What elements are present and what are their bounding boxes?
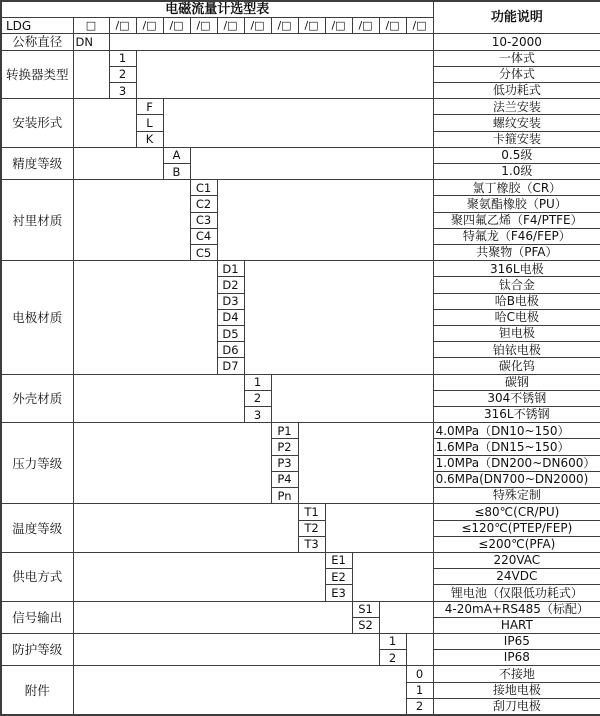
function-cell: 碳钢 [433,374,600,390]
spacer-cell [379,601,433,633]
code-cell: 2 [244,390,271,406]
table-title: 电磁流量计选型表 [1,1,433,18]
code-cell: D5 [217,326,244,342]
function-cell: 聚四氟乙烯（F4/PTFE） [433,212,600,228]
category-label: 温度等级 [1,504,73,553]
spacer-cell [406,633,433,665]
code-cell: DN [73,34,109,50]
code-cell: D2 [217,277,244,293]
spacer-cell [73,666,406,715]
category-label: 附件 [1,666,73,715]
code-cell: P1 [271,423,298,439]
code-slot: /□ [163,18,190,34]
category-label: 精度等级 [1,147,73,179]
code-slot: /□ [271,18,298,34]
spacer-cell [73,99,136,148]
code-cell: T2 [298,520,325,536]
code-cell: S2 [352,617,379,633]
code-slot: /□ [298,18,325,34]
code-cell: C1 [190,180,217,196]
function-cell: 1.6MPa（DN15~150） [433,439,600,455]
code-slot: /□ [352,18,379,34]
code-cell: 3 [109,83,136,99]
code-cell: C3 [190,212,217,228]
code-slot: /□ [109,18,136,34]
code-cell: Pn [271,488,298,504]
function-cell: 共聚物（PFA） [433,245,600,261]
code-cell: E3 [325,585,352,601]
code-cell: P3 [271,455,298,471]
code-cell: 3 [244,407,271,423]
code-cell: 1 [244,374,271,390]
code-box: □ [73,18,109,34]
function-cell: 1.0级 [433,164,600,180]
spacer-cell [73,423,271,504]
spacer-cell [73,50,109,99]
function-cell: 304不锈钢 [433,390,600,406]
function-cell: 螺纹安装 [433,115,600,131]
code-cell: 0 [406,666,433,682]
code-cell: A [163,147,190,163]
code-cell: 1 [406,682,433,698]
code-cell: 1 [109,50,136,66]
function-cell: 316L电极 [433,261,600,277]
function-cell: 一体式 [433,50,600,66]
function-column-header: 功能说明 [433,1,600,34]
spacer-cell [244,261,433,374]
function-cell: 卡箍安装 [433,131,600,147]
spacer-cell [73,552,325,601]
spacer-cell [73,601,352,633]
model-prefix: LDG [1,18,73,34]
category-label: 信号输出 [1,601,73,633]
code-cell: C4 [190,228,217,244]
function-cell: 1.0MPa（DN200~DN600） [433,455,600,471]
code-cell: E1 [325,552,352,568]
function-cell: ≤200℃(PFA) [433,536,600,552]
code-cell: C5 [190,245,217,261]
code-slot: /□ [190,18,217,34]
category-label: 公称直径 [1,34,73,50]
code-slot: /□ [325,18,352,34]
category-label: 外壳材质 [1,374,73,423]
code-cell: D1 [217,261,244,277]
function-cell: 氯丁橡胶（CR） [433,180,600,196]
code-cell: P4 [271,471,298,487]
code-cell: C2 [190,196,217,212]
function-cell: 316L不锈钢 [433,407,600,423]
code-cell: D7 [217,358,244,374]
function-cell: 0.5级 [433,147,600,163]
code-cell: P2 [271,439,298,455]
function-cell: 不接地 [433,666,600,682]
spacer-cell [73,261,217,374]
code-cell: S1 [352,601,379,617]
code-slot: /□ [406,18,433,34]
function-cell: 4.0MPa（DN10~150） [433,423,600,439]
function-cell: 低功耗式 [433,83,600,99]
spacer-cell [325,504,433,553]
code-cell: 2 [406,698,433,715]
spacer-cell [73,180,190,261]
function-cell: IP68 [433,650,600,666]
spacer-cell [271,374,433,423]
spacer-cell [73,633,379,665]
code-slot: /□ [136,18,163,34]
function-cell: 分体式 [433,66,600,82]
spacer-cell [217,180,433,261]
code-cell: L [136,115,163,131]
function-cell: 锂电池（仅限低功耗式） [433,585,600,601]
code-cell: F [136,99,163,115]
function-cell: 碳化钨 [433,358,600,374]
category-label: 供电方式 [1,552,73,601]
spacer-cell [298,423,433,504]
function-cell: 哈B电极 [433,293,600,309]
function-cell: 220VAC [433,552,600,568]
function-cell: 刮刀电极 [433,698,600,715]
function-cell: 4-20mA+RS485（标配） [433,601,600,617]
function-cell: 法兰安装 [433,99,600,115]
code-cell: D4 [217,309,244,325]
code-cell: T1 [298,504,325,520]
code-cell: 1 [379,633,406,649]
function-cell: 哈C电极 [433,309,600,325]
spacer-cell [136,50,433,99]
code-cell: T3 [298,536,325,552]
spacer-cell [163,99,433,148]
code-cell: E2 [325,569,352,585]
function-cell: 钽电极 [433,326,600,342]
spacer-cell [73,374,244,423]
function-cell: 0.6MPa(DN700~DN2000) [433,471,600,487]
code-cell: D6 [217,342,244,358]
function-cell: 特氟龙（F46/FEP） [433,228,600,244]
function-cell: 聚氨酯橡胶（PU） [433,196,600,212]
function-cell: IP65 [433,633,600,649]
function-cell: 铂铱电极 [433,342,600,358]
spacer-cell [73,147,163,179]
function-cell: ≤80℃(CR/PU) [433,504,600,520]
category-label: 转换器类型 [1,50,73,99]
code-slot: /□ [379,18,406,34]
spacer-cell [190,147,433,179]
code-slot: /□ [217,18,244,34]
code-cell: 2 [379,650,406,666]
function-cell: ≤120℃(PTEP/FEP) [433,520,600,536]
code-slot: /□ [244,18,271,34]
function-cell: 钛合金 [433,277,600,293]
code-cell: 2 [109,66,136,82]
code-cell: D3 [217,293,244,309]
category-label: 安装形式 [1,99,73,148]
function-cell: HART [433,617,600,633]
spacer-cell [73,504,298,553]
category-label: 压力等级 [1,423,73,504]
category-label: 防护等级 [1,633,73,665]
function-cell: 接地电极 [433,682,600,698]
category-label: 衬里材质 [1,180,73,261]
code-cell: K [136,131,163,147]
function-cell: 10-2000 [433,34,600,50]
category-label: 电极材质 [1,261,73,374]
spacer-cell [352,552,433,601]
function-cell: 特殊定制 [433,488,600,504]
spacer-cell [109,34,433,50]
code-cell: B [163,164,190,180]
function-cell: 24VDC [433,569,600,585]
